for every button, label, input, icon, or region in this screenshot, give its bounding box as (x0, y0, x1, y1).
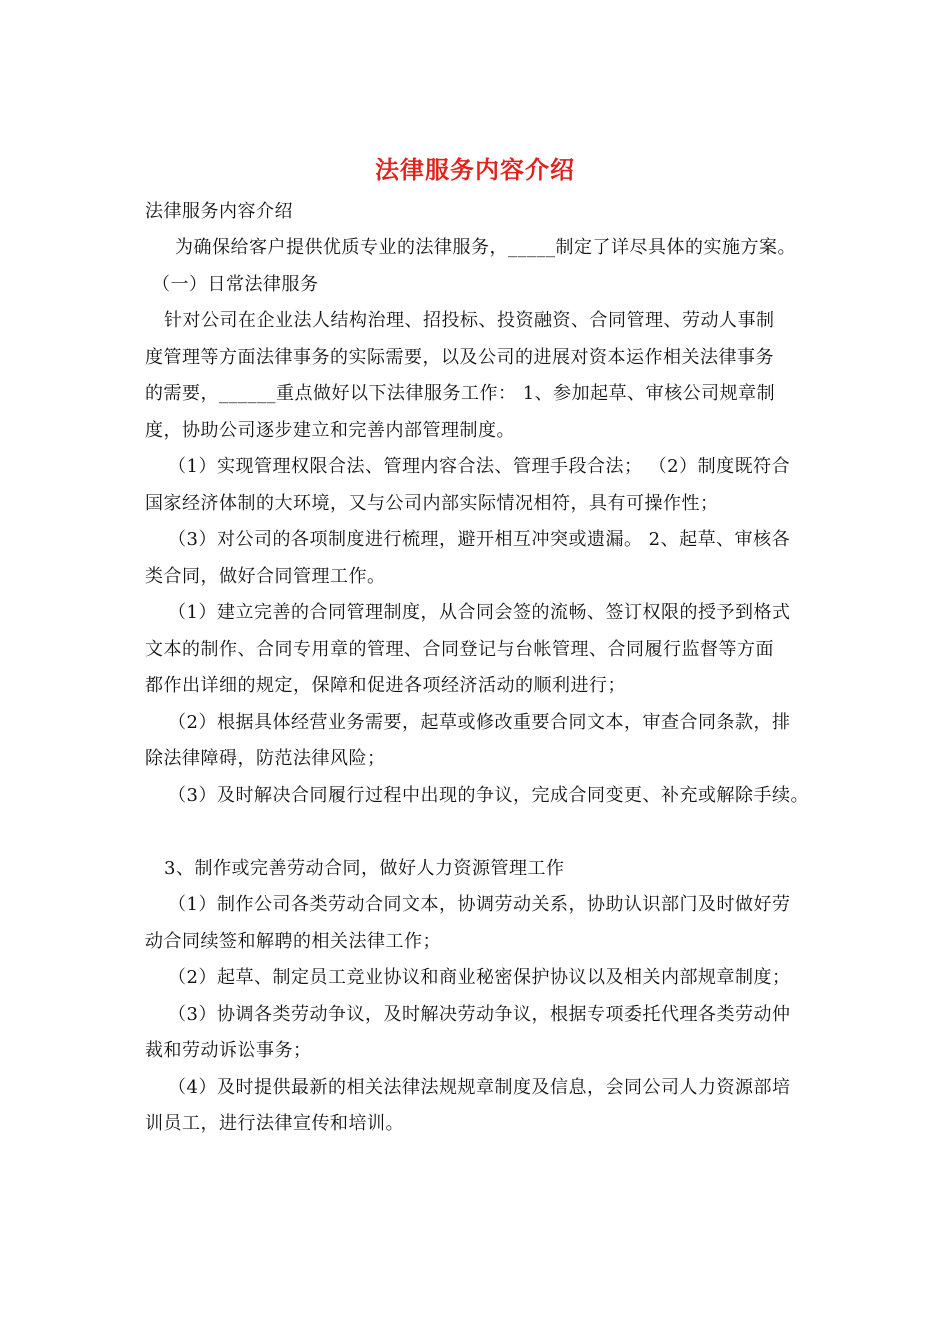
paragraph-line: 度管理等方面法律事务的实际需要，以及公司的进展对资本运作相关法律事务 (145, 347, 774, 368)
subtitle-line: 法律服务内容介绍 (145, 201, 293, 222)
paragraph-line: 类合同，做好合同管理工作。 (145, 566, 386, 587)
paragraph-line: （1）制作公司各类劳动合同文本，协调劳动关系，协助认识部门及时做好劳 (168, 894, 791, 915)
document-title: 法律服务内容介绍 (375, 155, 575, 184)
section-heading: 3、制作或完善劳动合同，做好人力资源管理工作 (164, 858, 565, 879)
paragraph-line: （2）起草、制定员工竞业协议和商业秘密保护协议以及相关内部规章制度； (168, 967, 791, 988)
paragraph-line: （4）及时提供最新的相关法律法规规章制度及信息，会同公司人力资源部培 (168, 1077, 791, 1098)
paragraph-line: （3）协调各类劳动争议，及时解决劳动争议，根据专项委托代理各类劳动仲 (168, 1004, 791, 1025)
paragraph-line: （1）实现管理权限合法、管理内容合法、管理手段合法； （2）制度既符合 (168, 456, 791, 477)
paragraph-line: （3）对公司的各项制度进行梳理，避开相互冲突或遗漏。 2、起草、审核各 (168, 529, 791, 550)
paragraph-line: 都作出详细的规定，保障和促进各项经济活动的顺利进行； (145, 675, 626, 696)
paragraph-line: 训员工，进行法律宣传和培训。 (145, 1113, 404, 1134)
intro-paragraph: 为确保给客户提供优质专业的法律服务，_____制定了详尽具体的实施方案。 (175, 237, 796, 258)
paragraph-line: 的需要，______重点做好以下法律服务工作： 1、参加起草、审核公司规章制 (145, 383, 776, 404)
paragraph-line: 针对公司在企业法人结构治理、招投标、投资融资、合同管理、劳动人事制 (164, 310, 775, 331)
paragraph-line: 文本的制作、合同专用章的管理、合同登记与台帐管理、合同履行监督等方面 (145, 639, 774, 660)
paragraph-line: 国家经济体制的大环境，又与公司内部实际情况相符，具有可操作性； (145, 493, 719, 514)
paragraph-line: （2）根据具体经营业务需要，起草或修改重要合同文本，审查合同条款，排 (168, 712, 791, 733)
section-heading: （一）日常法律服务 (152, 274, 319, 295)
paragraph-line: 度，协助公司逐步建立和完善内部管理制度。 (145, 420, 515, 441)
paragraph-line: 除法律障碍，防范法律风险； (145, 748, 386, 769)
paragraph-line: （1）建立完善的合同管理制度，从合同会签的流畅、签订权限的授予到格式 (168, 602, 791, 623)
paragraph-line: 动合同续签和解聘的相关法律工作； (145, 931, 441, 952)
paragraph-line: （3）及时解决合同履行过程中出现的争议，完成合同变更、补充或解除手续。 (168, 785, 809, 806)
paragraph-line: 裁和劳动诉讼事务； (145, 1040, 312, 1061)
